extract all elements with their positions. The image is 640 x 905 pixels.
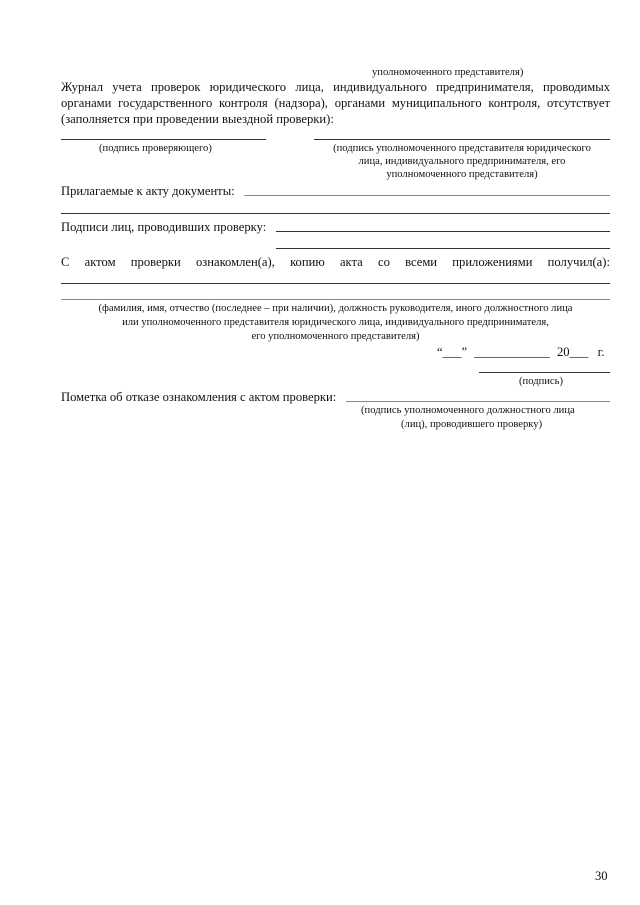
received-word-6: акта — [339, 255, 363, 269]
top-caption: уполномоченного представителя) — [372, 67, 524, 78]
representative-caption-1: (подпись уполномоченного представителя юридического — [333, 143, 591, 154]
signature-caption: (подпись) — [519, 376, 563, 387]
received-word-10: получил(а): — [547, 255, 610, 269]
date-open-quote: “ — [437, 345, 443, 359]
attachments-line — [244, 195, 610, 196]
recipient-caption-1: (фамилия, имя, отчество (последнее – при наличии), должность руководителя, иного должностного лица — [98, 303, 573, 314]
inspectors-signatures-label: Подписи лиц, проводивших проверку: — [61, 220, 267, 234]
refusal-label: Пометка об отказе ознакомления с актом проверки: — [61, 390, 337, 404]
received-sentence — [61, 254, 610, 270]
received-word-8: всеми — [405, 255, 438, 269]
journal-line-2: органами государственного контроля (надзора), органами муниципального контроля, отсутствует — [61, 96, 610, 110]
journal-line-3: (заполняется при проведении выездной проверки): — [61, 112, 334, 126]
date-month: ____________ — [474, 345, 550, 359]
recipient-line-1 — [61, 283, 610, 284]
attachments-label: Прилагаемые к акту документы: — [61, 184, 235, 198]
received-word-4: ознакомлен(а), — [195, 255, 275, 269]
recipient-line-2 — [61, 299, 610, 300]
received-word-1: С — [61, 255, 70, 269]
representative-signature-line — [314, 139, 610, 140]
inspectors-signatures-line-2 — [276, 248, 610, 249]
received-word-7: со — [378, 255, 390, 269]
received-word-9: приложениями — [452, 255, 533, 269]
date-year: ___ — [569, 345, 589, 359]
date-field — [437, 344, 605, 360]
refusal-caption-2: (лиц), проводившего проверку) — [401, 419, 543, 430]
representative-caption-3: уполномоченного представителя) — [386, 169, 538, 180]
inspector-signature-caption: (подпись проверяющего) — [99, 143, 212, 154]
received-word-5: копию — [290, 255, 325, 269]
inspectors-signatures-line — [276, 231, 610, 232]
date-year-prefix: 20 — [556, 345, 570, 359]
inspector-signature-line — [61, 139, 266, 140]
received-word-2: актом — [84, 255, 116, 269]
date-day: ___ — [442, 345, 462, 359]
representative-caption-2: лица, индивидуального предпринимателя, его — [358, 156, 566, 167]
journal-line-1: Журнал учета проверок юридического лица, индивидуального предпринимателя, проводимых — [61, 80, 610, 94]
recipient-caption-3: его уполномоченного представителя) — [251, 331, 420, 342]
date-year-suffix: г. — [597, 345, 605, 359]
refusal-line — [346, 401, 610, 402]
signature-line — [479, 372, 610, 373]
refusal-caption-1: (подпись уполномоченного должностного лица — [361, 405, 575, 416]
date-close-quote: ” — [461, 345, 468, 359]
recipient-caption-2: или уполномоченного представителя юридического лица, индивидуального предпринимателя, — [122, 317, 549, 328]
page-number: 30 — [595, 869, 608, 883]
received-word-3: проверки — [130, 255, 181, 269]
attachments-line-2 — [61, 213, 610, 214]
